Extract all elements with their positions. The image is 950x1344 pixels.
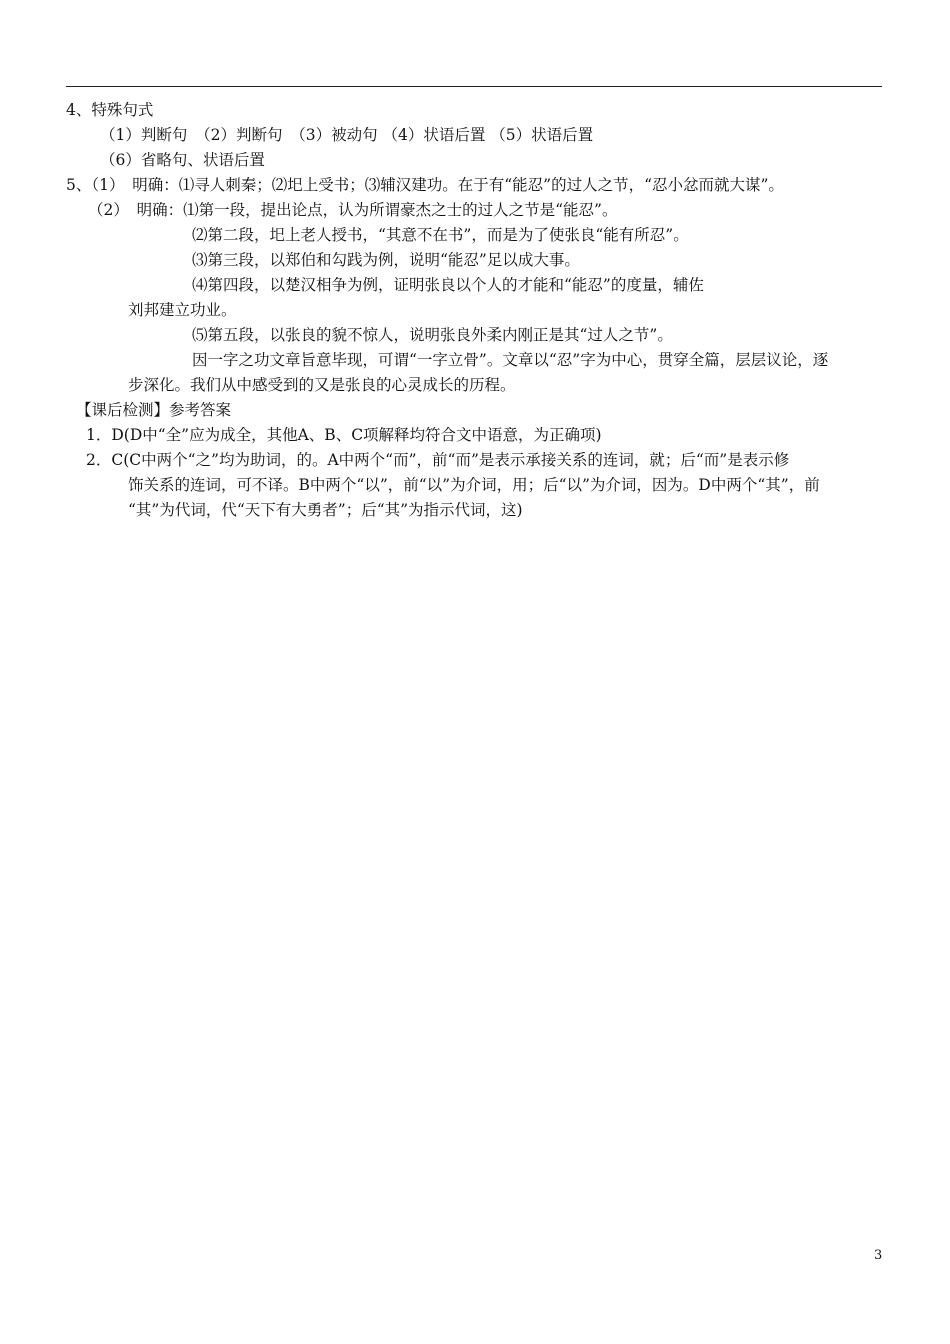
section4-title: 4、特殊句式	[66, 101, 154, 119]
page-number: 3	[874, 1248, 883, 1263]
section4-line1: （1）判断句 （2）判断句 （3）被动句 （4）状语后置 （5）状语后置	[100, 126, 594, 144]
answer-1: 1．D(D中“全”应为成全，其他A、B、C项解释均符合文中语意，为正确项)	[86, 426, 602, 444]
paragraph-4-note-cont: 刘邦建立功业。	[128, 301, 237, 319]
paragraph-2-note: ⑵第二段，圯上老人授书，“其意不在书”，而是为了使张良“能有所忍”。	[192, 226, 689, 244]
answer-2-line1: 2．C(C中两个“之”均为助词，的。A中两个“而”，前“而”是表示承接关系的连词，就；后“而”是表示修	[86, 451, 790, 469]
answer-2-line3: “其”为代词，代“天下有大勇者”；后“其”为指示代词，这)	[128, 501, 523, 519]
summary-line1: 因一字之功文章旨意毕现，可谓“一字立骨”。文章以“忍”字为中心，贯穿全篇，层层议论，逐	[192, 351, 829, 369]
section5-q2-intro: （2） 明确：⑴第一段，提出论点，认为所谓豪杰之士的过人之节是“能忍”。	[88, 201, 618, 219]
paragraph-4-note: ⑷第四段，以楚汉相争为例，证明张良以个人的才能和“能忍”的度量，辅佐	[192, 276, 704, 294]
summary-line2: 步深化。我们从中感受到的又是张良的心灵成长的历程。	[128, 376, 516, 394]
section4-line2: （6）省略句、状语后置	[100, 151, 265, 169]
answer-2-line2: 饰关系的连词，可不译。B中两个“以”，前“以”为介词，用；后“以”为介词，因为。D中两个“其”，前	[128, 476, 820, 494]
section5-q1: 5、（1） 明确：⑴寻人刺秦；⑵圯上受书；⑶辅汉建功。在于有“能忍”的过人之节，“忍小忿而就大谋”。	[66, 176, 784, 194]
paragraph-3-note: ⑶第三段，以郑伯和勾践为例，说明“能忍”足以成大事。	[192, 251, 580, 269]
paragraph-5-note: ⑸第五段，以张良的貌不惊人，说明张良外柔内刚正是其“过人之节”。	[192, 326, 673, 344]
after-class-heading: 【课后检测】参考答案	[76, 401, 232, 419]
header-rule	[66, 86, 882, 87]
